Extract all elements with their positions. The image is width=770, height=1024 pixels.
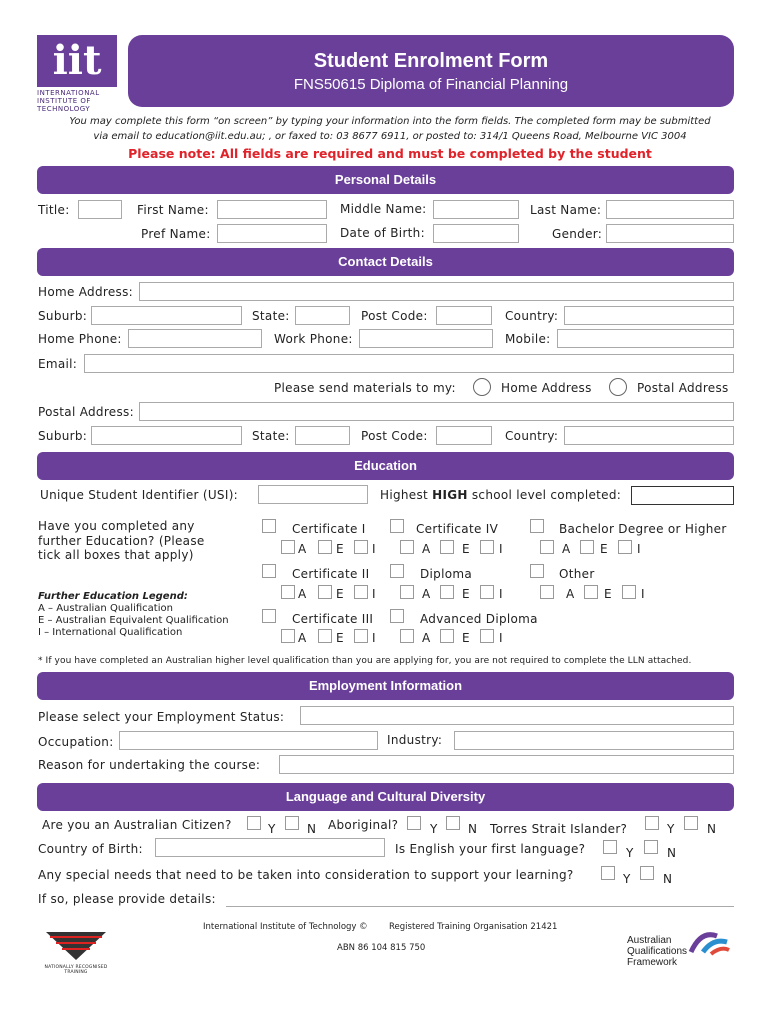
postal-state-field[interactable] — [295, 426, 350, 445]
highest-level-label — [380, 488, 621, 502]
home-phone-field[interactable] — [128, 329, 262, 348]
cert-iv-a-checkbox[interactable] — [400, 540, 414, 554]
suburb-field[interactable] — [91, 306, 242, 325]
mobile-field[interactable] — [557, 329, 734, 348]
footer-abn: ABN 86 104 815 750 — [337, 943, 426, 953]
cert-i-a-label: A — [298, 542, 307, 556]
cert-ii-i-checkbox[interactable] — [354, 585, 368, 599]
cert-iv-e-checkbox[interactable] — [440, 540, 454, 554]
section-personal-details: Personal Details — [37, 166, 734, 194]
other-checkbox[interactable] — [530, 564, 544, 578]
reason-field[interactable] — [279, 755, 734, 774]
postal-post-code-field[interactable] — [436, 426, 492, 445]
section-contact-details: Contact Details — [37, 248, 734, 276]
cert-iii-e-checkbox[interactable] — [318, 629, 332, 643]
citizen-y-label: Y — [268, 822, 276, 836]
cert-iii-i-checkbox[interactable] — [354, 629, 368, 643]
home-phone-label: Home Phone: — [38, 332, 122, 346]
cert-i-a-checkbox[interactable] — [281, 540, 295, 554]
employment-status-field[interactable] — [300, 706, 734, 725]
cert-iii-a-label: A — [298, 631, 307, 645]
cert-iii-i-label: I — [372, 631, 376, 645]
postal-state-label: State: — [252, 429, 290, 443]
adv-diploma-i-label: I — [499, 631, 503, 645]
page-title: Student Enrolment Form — [313, 50, 549, 72]
bachelor-i-checkbox[interactable] — [618, 540, 632, 554]
first-name-field[interactable] — [217, 200, 327, 219]
postal-address-field[interactable] — [139, 402, 734, 421]
tsi-y-label: Y — [667, 822, 675, 836]
cert-iii-label: Certificate III — [292, 612, 374, 626]
pref-name-label: Pref Name: — [141, 227, 211, 241]
title-label: Title: — [38, 203, 70, 217]
birth-country-field[interactable] — [155, 838, 385, 857]
state-label: State: — [252, 309, 290, 323]
postal-post-code-label: Post Code: — [361, 429, 428, 443]
usi-label: Unique Student Identifier (USI): — [40, 488, 239, 502]
cert-iii-checkbox[interactable] — [262, 609, 276, 623]
aqf-line-1: Australian — [627, 935, 672, 946]
page-subtitle: FNS50615 Diploma of Financial Planning — [293, 76, 569, 93]
tsi-y-checkbox[interactable] — [645, 816, 659, 830]
cert-ii-e-checkbox[interactable] — [318, 585, 332, 599]
iit-logo — [37, 35, 117, 113]
tsi-n-label: N — [707, 822, 717, 836]
logo-mark: iit — [37, 35, 117, 87]
bachelor-i-label: I — [637, 542, 641, 556]
reason-label: Reason for undertaking the course: — [38, 758, 261, 772]
cert-i-checkbox[interactable] — [262, 519, 276, 533]
citizen-n-label: N — [307, 822, 317, 836]
dob-label: Date of Birth: — [340, 226, 425, 240]
country-label: Country: — [505, 309, 559, 323]
aboriginal-n-checkbox[interactable] — [446, 816, 460, 830]
bachelor-checkbox[interactable] — [530, 519, 544, 533]
aqf-swirl-icon — [687, 928, 731, 956]
other-i-label: I — [641, 587, 645, 601]
postal-suburb-field[interactable] — [91, 426, 242, 445]
gender-label: Gender: — [552, 227, 603, 241]
adv-diploma-label: Advanced Diploma — [420, 612, 538, 626]
english-n-label: N — [667, 846, 677, 860]
bachelor-e-checkbox[interactable] — [580, 540, 594, 554]
aqf-line-3: Framework — [627, 957, 678, 968]
postal-country-field[interactable] — [564, 426, 734, 445]
state-field[interactable] — [295, 306, 350, 325]
aboriginal-y-checkbox[interactable] — [407, 816, 421, 830]
details-label: If so, please provide details: — [38, 892, 216, 906]
tsi-n-checkbox[interactable] — [684, 816, 698, 830]
adv-diploma-i-checkbox[interactable] — [480, 629, 494, 643]
postal-address-label: Postal Address: — [38, 405, 134, 419]
instructions-line-2: via email to education@iit.edu.au; , or faxed to: 03 8677 6911, or posted to: 314/1 Queens Road, Melbourne VIC 3004 — [93, 131, 687, 142]
pref-name-field[interactable] — [217, 224, 327, 243]
english-first-label: Is English your first language? — [395, 842, 586, 856]
postal-suburb-label: Suburb: — [38, 429, 88, 443]
employment-status-label: Please select your Employment Status: — [38, 710, 285, 724]
diploma-label: Diploma — [420, 567, 473, 581]
section-employment: Employment Information — [37, 672, 734, 700]
cert-iv-label: Certificate IV — [416, 522, 499, 536]
postal-country-label: Country: — [505, 429, 559, 443]
nrt-logo — [40, 930, 112, 975]
home-address-label: Home Address: — [38, 285, 133, 299]
country-field[interactable] — [564, 306, 734, 325]
highest-text-post: school level completed: — [467, 488, 622, 502]
post-code-field[interactable] — [436, 306, 492, 325]
legend-i: I – International Qualification — [38, 627, 183, 638]
logo-subtext: INTERNATIONAL INSTITUTE OF TECHNOLOGY — [37, 89, 100, 113]
aboriginal-label: Aboriginal? — [328, 818, 399, 832]
home-address-option-label: Home Address — [501, 381, 592, 395]
required-note: Please note: All fields are required and must be completed by the student — [128, 146, 652, 161]
diploma-a-checkbox[interactable] — [400, 585, 414, 599]
bachelor-label: Bachelor Degree or Higher — [559, 522, 727, 536]
english-y-checkbox[interactable] — [603, 840, 617, 854]
legend-a: A – Australian Qualification — [38, 603, 173, 614]
diploma-e-label: E — [462, 587, 470, 601]
diploma-i-checkbox[interactable] — [480, 585, 494, 599]
dob-field[interactable] — [433, 224, 519, 243]
email-label: Email: — [38, 357, 78, 371]
birth-country-label: Country of Birth: — [38, 842, 143, 856]
adv-diploma-a-checkbox[interactable] — [400, 629, 414, 643]
bachelor-a-label: A — [562, 542, 571, 556]
industry-field[interactable] — [454, 731, 734, 750]
english-n-checkbox[interactable] — [644, 840, 658, 854]
adv-diploma-a-label: A — [422, 631, 431, 645]
cert-i-i-checkbox[interactable] — [354, 540, 368, 554]
details-line[interactable] — [226, 906, 734, 907]
postal-address-option-label: Postal Address — [637, 381, 729, 395]
cert-ii-label: Certificate II — [292, 567, 370, 581]
legend-title: Further Education Legend: — [38, 591, 188, 602]
mobile-label: Mobile: — [505, 332, 551, 346]
suburb-label: Suburb: — [38, 309, 88, 323]
cert-i-e-label: E — [336, 542, 344, 556]
special-y-label: Y — [623, 872, 631, 886]
work-phone-label: Work Phone: — [274, 332, 353, 346]
diploma-e-checkbox[interactable] — [440, 585, 454, 599]
special-n-label: N — [663, 872, 673, 886]
last-name-field[interactable] — [606, 200, 734, 219]
aqf-logo — [627, 926, 733, 972]
industry-label: Industry: — [387, 733, 443, 747]
footer-org: International Institute of Technology © — [203, 922, 368, 932]
home-address-field[interactable] — [139, 282, 734, 301]
citizen-label: Are you an Australian Citizen? — [42, 818, 232, 832]
cert-iv-i-checkbox[interactable] — [480, 540, 494, 554]
cert-ii-checkbox[interactable] — [262, 564, 276, 578]
cert-i-e-checkbox[interactable] — [318, 540, 332, 554]
cert-iv-checkbox[interactable] — [390, 519, 404, 533]
bachelor-a-checkbox[interactable] — [540, 540, 554, 554]
nrt-triangle-icon — [40, 930, 112, 962]
post-code-label: Post Code: — [361, 309, 428, 323]
cert-iii-a-checkbox[interactable] — [281, 629, 295, 643]
adv-diploma-e-checkbox[interactable] — [440, 629, 454, 643]
work-phone-field[interactable] — [359, 329, 493, 348]
cert-iv-a-label: A — [422, 542, 431, 556]
diploma-checkbox[interactable] — [390, 564, 404, 578]
aboriginal-n-label: N — [468, 822, 478, 836]
usi-field[interactable] — [258, 485, 368, 504]
special-n-checkbox[interactable] — [640, 866, 654, 880]
legend-e: E – Australian Equivalent Qualification — [38, 615, 229, 626]
nrt-text: NATIONALLY RECOGNISED TRAINING — [44, 965, 108, 975]
other-i-checkbox[interactable] — [622, 585, 636, 599]
cert-ii-i-label: I — [372, 587, 376, 601]
education-footnote: * If you have completed an Australian higher level qualification than you are applying for, you are not required to complete the LLN attached. — [38, 656, 692, 666]
cert-ii-a-label: A — [298, 587, 307, 601]
cert-iv-e-label: E — [462, 542, 470, 556]
other-a-label: A — [566, 587, 575, 601]
diploma-i-label: I — [499, 587, 503, 601]
special-needs-label: Any special needs that need to be taken into consideration to support your learning? — [38, 868, 574, 882]
last-name-label: Last Name: — [530, 203, 602, 217]
english-y-label: Y — [626, 846, 634, 860]
cert-iii-e-label: E — [336, 631, 344, 645]
section-language: Language and Cultural Diversity — [37, 783, 734, 811]
adv-diploma-e-label: E — [462, 631, 470, 645]
tsi-label: Torres Strait Islander? — [490, 822, 628, 836]
first-name-label: First Name: — [137, 203, 209, 217]
special-y-checkbox[interactable] — [601, 866, 615, 880]
cert-i-i-label: I — [372, 542, 376, 556]
citizen-n-checkbox[interactable] — [285, 816, 299, 830]
occupation-label: Occupation: — [38, 735, 114, 749]
bachelor-e-label: E — [600, 542, 608, 556]
postal-address-radio[interactable] — [609, 378, 627, 396]
middle-name-field[interactable] — [433, 200, 519, 219]
aboriginal-y-label: Y — [430, 822, 438, 836]
home-address-radio[interactable] — [473, 378, 491, 396]
section-education: Education — [37, 452, 734, 480]
highest-text-bold: HIGH — [432, 488, 468, 502]
cert-iv-i-label: I — [499, 542, 503, 556]
further-education-question: Have you completed any further Education? (Please tick all boxes that apply) — [38, 519, 205, 562]
aqf-line-2: Qualifications — [627, 946, 688, 957]
citizen-y-checkbox[interactable] — [247, 816, 261, 830]
occupation-field[interactable] — [119, 731, 378, 750]
other-a-checkbox[interactable] — [540, 585, 554, 599]
other-label: Other — [559, 567, 595, 581]
email-field[interactable] — [84, 354, 734, 373]
gender-field[interactable] — [606, 224, 734, 243]
other-e-checkbox[interactable] — [584, 585, 598, 599]
cert-ii-e-label: E — [336, 587, 344, 601]
highest-text-pre: Highest — [380, 488, 433, 502]
adv-diploma-checkbox[interactable] — [390, 609, 404, 623]
highest-level-field[interactable] — [631, 486, 734, 505]
middle-name-label: Middle Name: — [340, 202, 427, 216]
cert-ii-a-checkbox[interactable] — [281, 585, 295, 599]
cert-i-label: Certificate I — [292, 522, 366, 536]
diploma-a-label: A — [422, 587, 431, 601]
send-materials-label: Please send materials to my: — [274, 381, 456, 395]
other-e-label: E — [604, 587, 612, 601]
title-field[interactable] — [78, 200, 122, 219]
footer-rto: Registered Training Organisation 21421 — [389, 922, 558, 932]
instructions-line-1: You may complete this form “on screen” by typing your information into the form fields. The completed form may be submitted — [69, 116, 711, 127]
